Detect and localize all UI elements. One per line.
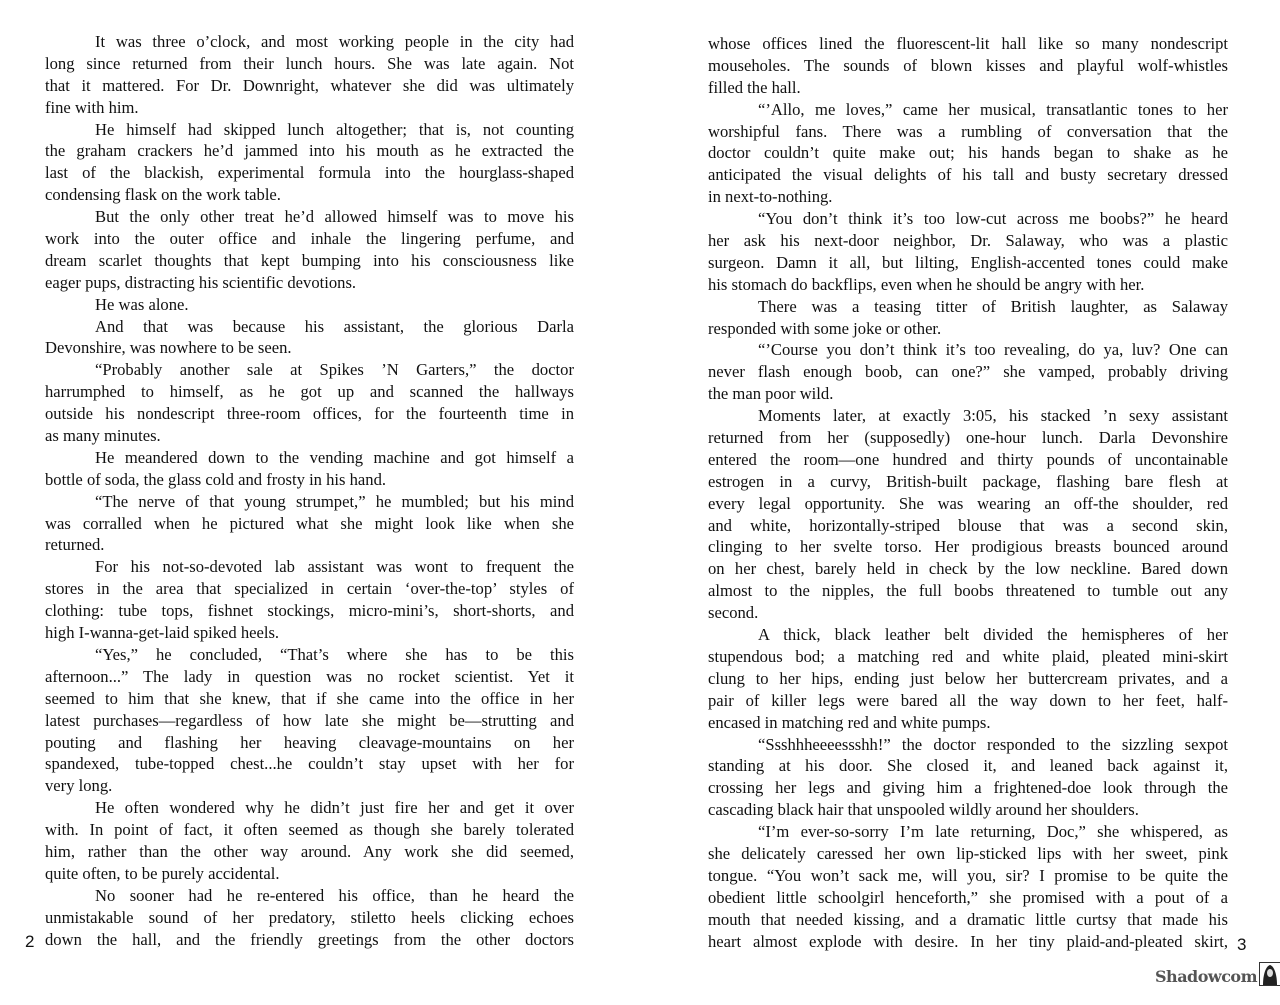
text-line: outside his nondescript three-room offices, for the fourteenth time in: [45, 404, 574, 424]
paragraph: [708, 624, 1228, 733]
text-line: last of the blackish, experimental formula into the hourglass-shaped: [45, 163, 574, 183]
text-line: estrogen in a curvy, British-built package, flashing bare flesh at: [708, 471, 1228, 491]
text-line: doctor couldn’t quite make out; his hands began to shake as he: [708, 143, 1228, 163]
text-line: And that was because his assistant, the glorious Darla: [95, 316, 574, 336]
paragraph: [45, 31, 574, 119]
text-line: the man poor wild.: [708, 384, 834, 404]
text-line: stupendous bod; a matching red and white plaid, pleated mini-skirt: [708, 646, 1228, 666]
text-line: work into the outer office and inhale the lingering perfume, and: [45, 229, 574, 249]
text-line: But the only other treat he’d allowed himself was to move his: [95, 207, 574, 227]
paragraph: [45, 491, 574, 557]
text-line: “I’m ever-so-sorry I’m late returning, Doc,” she whispered, as: [758, 822, 1228, 842]
text-line: entered the room—one hundred and thirty pounds of uncontainable: [708, 449, 1228, 469]
text-line: heart almost explode with desire. In her tiny plaid-and-pleated skirt,: [708, 931, 1228, 951]
text-line: “Ssshhheeeessshh!” the doctor responded to the sizzling sexpot: [758, 734, 1228, 754]
watermark-logo: [1155, 962, 1280, 986]
text-line: seemed to him that she knew, that if she came into the office in her: [45, 688, 574, 708]
paragraph: [45, 447, 574, 491]
paragraph: [708, 734, 1228, 822]
text-line: filled the hall.: [708, 77, 801, 97]
text-line: He was alone.: [95, 294, 189, 314]
paragraph: [45, 316, 574, 360]
text-line: No sooner had he re-entered his office, than he heard the: [95, 885, 574, 905]
watermark-text: Shadowcom: [1155, 967, 1258, 986]
text-line: long since returned from their lunch hours. She was late again. Not: [45, 53, 574, 73]
text-line: very long.: [45, 776, 113, 796]
text-line: eager pups, distracting his scientific devotions.: [45, 272, 357, 292]
paragraph: [45, 206, 574, 294]
text-line: “The nerve of that young strumpet,” he mumbled; but his mind: [95, 491, 574, 511]
text-line: dream scarlet thoughts that kept bumping into his consciousness like: [45, 250, 574, 270]
text-line: down the hall, and the friendly greetings from the other doctors: [45, 929, 574, 949]
paragraph: [45, 556, 574, 644]
text-line: “’Course you don’t think it’s too revealing, do ya, luv? One can: [758, 340, 1228, 360]
paragraph: [45, 359, 574, 447]
text-line: spandexed, tube-topped chest...he couldn’t stay upset with her for: [45, 754, 574, 774]
text-line: For his not-so-devoted lab assistant was wont to frequent the: [95, 557, 574, 577]
text-line: was corralled when he pictured what she might look like when she: [45, 513, 574, 533]
text-line: standing at his door. She closed it, and leaned back against it,: [708, 756, 1228, 776]
text-line: harrumphed to himself, as he got up and scanned the hallways: [45, 382, 574, 402]
text-line: returned.: [45, 535, 105, 555]
text-line: pair of killer legs were bared all the way down to her feet, half-: [708, 690, 1228, 710]
text-line: encased in matching red and white pumps.: [708, 712, 991, 732]
paragraph: [708, 339, 1228, 405]
text-line: unmistakable sound of her predatory, stiletto heels clicking echoes: [45, 907, 574, 927]
text-line: clung to her hips, ending just below her buttercream privates, and a: [708, 668, 1228, 688]
text-line: cascading black hair that unspooled wildly around her shoulders.: [708, 800, 1139, 820]
text-line: It was three o’clock, and most working people in the city had: [95, 32, 574, 51]
text-line: fine with him.: [45, 97, 139, 117]
text-line: “Probably another sale at Spikes ’N Garters,” the doctor: [95, 360, 574, 380]
text-line: she delicately caressed her own lip-sticked lips with her sweet, pink: [708, 843, 1228, 863]
paragraph: [45, 119, 574, 207]
paragraph: [708, 296, 1228, 340]
text-line: in next-to-nothing.: [708, 187, 833, 207]
text-line: “Yes,” he concluded, “That’s where she has to be this: [95, 644, 574, 664]
text-line: anticipated the visual delights of his tall and busty secretary dressed: [708, 165, 1228, 185]
text-line: Moments later, at exactly 3:05, his stacked ’n sexy assistant: [758, 406, 1228, 426]
text-line: her ask his next-door neighbor, Dr. Salaway, who was a plastic: [708, 231, 1228, 251]
text-line: high I-wanna-get-laid spiked heels.: [45, 623, 280, 643]
text-line: never flash enough boob, can one?” she vamped, probably driving: [708, 362, 1228, 382]
text-line: pouting and flashing her heaving cleavage-mountains on her: [45, 732, 574, 752]
text-line: clothing: tube tops, fishnet stockings, micro-mini’s, short-shorts, and: [45, 601, 574, 621]
text-line: crossing her legs and giving him a frightened-doe look through the: [708, 778, 1228, 798]
text-line: that it mattered. For Dr. Downright, whatever she did was ultimately: [45, 75, 574, 95]
page-right-text: [708, 33, 1228, 952]
text-line: afternoon...” The lady in question was no rocket scientist. Yet it: [45, 666, 574, 686]
text-line: obedient little schoolgirl henceforth,” she promised with a pout of a: [708, 887, 1228, 907]
text-line: his stomach do backflips, even when he should be angry with her.: [708, 274, 1145, 294]
text-line: Devonshire, was nowhere to be seen.: [45, 338, 292, 358]
text-line: mouseholes. The sounds of blown kisses and playful wolf-whistles: [708, 55, 1228, 75]
paragraph: [45, 797, 574, 885]
paragraph: [708, 821, 1228, 952]
text-line: every legal opportunity. She was wearing an off-the shoulder, red: [708, 493, 1228, 513]
text-line: latest purchases—regardless of how late she might be—strutting and: [45, 710, 574, 730]
text-line: almost to the nipples, the full boobs threatened to tumble out any: [708, 581, 1228, 601]
text-line: He meandered down to the vending machine and got himself a: [95, 447, 574, 467]
text-line: worshipful fans. There was a rumbling of conversation that the: [708, 121, 1228, 141]
text-line: mouth that needed kissing, and a dramatic little curtsy that made his: [708, 909, 1228, 929]
text-line: whose offices lined the fluorescent-lit hall like so many nondescript: [708, 34, 1228, 53]
text-line: tongue. “You won’t sack me, will you, sir? I promise to be quite the: [708, 865, 1228, 885]
paragraph: [708, 99, 1228, 208]
text-line: “’Allo, me loves,” came her musical, transatlantic tones to her: [758, 99, 1228, 119]
text-line: second.: [708, 603, 759, 623]
text-line: the graham crackers he’d jammed into his mouth as he extracted the: [45, 141, 574, 161]
text-line: with. In point of fact, it often seemed as though she barely tolerated: [45, 820, 574, 840]
paragraph: [708, 208, 1228, 296]
paragraph: [45, 885, 574, 951]
text-line: condensing flask on the work table.: [45, 185, 281, 205]
text-line: stores in the area that specialized in certain ‘over-the-top’ styles of: [45, 579, 574, 599]
paragraph: [708, 33, 1228, 99]
text-line: bottle of soda, the glass cold and frosty in his hand.: [45, 469, 387, 489]
text-line: He often wondered why he didn’t just fire her and get it over: [95, 798, 574, 818]
paragraph: [45, 294, 574, 316]
paragraph: [708, 405, 1228, 624]
text-line: responded with some joke or other.: [708, 318, 942, 338]
text-line: There was a teasing titter of British laughter, as Salaway: [758, 296, 1228, 316]
text-line: surgeon. Damn it all, but lilting, English-accented tones could make: [708, 252, 1228, 272]
text-line: clinging to her svelte torso. Her prodigious breasts bounced around: [708, 537, 1228, 557]
text-line: and white, horizontally-striped blouse that was a second skin,: [708, 515, 1228, 535]
text-line: as many minutes.: [45, 426, 161, 446]
text-line: “You don’t think it’s too low-cut across me boobs?” he heard: [758, 209, 1228, 229]
text-line: on her chest, barely held in check by the low neckline. Bared down: [708, 559, 1228, 579]
text-line: quite often, to be purely accidental.: [45, 863, 280, 883]
page-left-text: [45, 31, 574, 950]
text-line: him, rather than the other way around. Any work she did seemed,: [45, 841, 574, 861]
page-number-right: 3: [1237, 935, 1247, 954]
paragraph: [45, 644, 574, 797]
text-line: He himself had skipped lunch altogether; that is, not counting: [95, 119, 574, 139]
hooded-figure-icon: [1259, 962, 1280, 986]
page-number-left: 2: [25, 932, 35, 951]
text-line: returned from her (supposedly) one-hour lunch. Darla Devonshire: [708, 428, 1228, 448]
text-line: A thick, black leather belt divided the hemispheres of her: [758, 625, 1228, 645]
